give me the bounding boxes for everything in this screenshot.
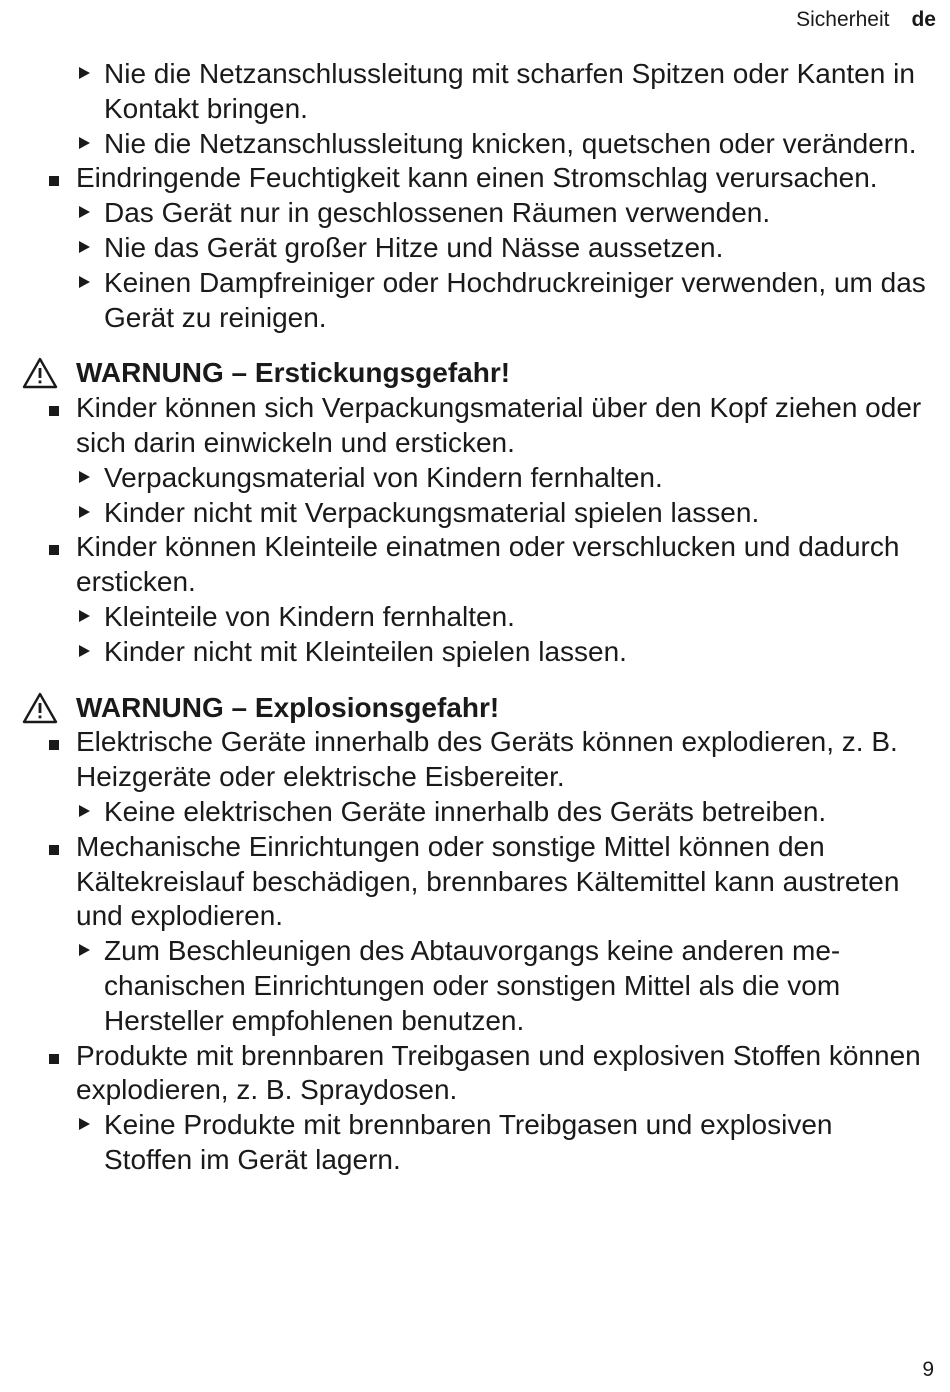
hazard-item: [22, 391, 927, 461]
instruction-text: Nie die Netzanschlussleitung knicken, quetschen oder verändern.: [104, 127, 917, 159]
safety-content: [22, 57, 927, 1178]
instruction-item: [22, 196, 927, 231]
triangle-arrow-icon: [79, 645, 90, 657]
page-header: [796, 8, 936, 32]
instruction-item: [22, 1108, 927, 1178]
instruction-text: Kinder nicht mit Kleinteilen spielen lassen.: [104, 635, 627, 667]
section-title: Sicherheit: [796, 8, 890, 31]
instruction-item: [22, 496, 927, 531]
hazard-item: [22, 830, 927, 934]
page-number: 9: [922, 1358, 934, 1381]
hazard-item: [22, 161, 927, 196]
square-bullet-icon: [49, 845, 59, 855]
hazard-text: Kinder können Kleinteile einatmen oder verschlucken und dadurch ersticken.: [76, 531, 900, 598]
hazard-item: [22, 530, 927, 600]
hazard-text: Elektrische Geräte innerhalb des Geräts können explodieren, z. B. Heizgeräte oder elektrische Eisbereiter.: [76, 726, 898, 793]
square-bullet-icon: [49, 545, 59, 555]
instruction-text: Keine Produkte mit brennbaren Treibgasen und explosiven Stoffen im Gerät lagern.: [104, 1109, 833, 1175]
instruction-item: [22, 266, 927, 336]
square-bullet-icon: [49, 1054, 59, 1064]
instruction-text: Keine elektrischen Geräte innerhalb des Geräts betreiben.: [104, 795, 827, 827]
hazard-text: Kinder können sich Verpackungsmaterial über den Kopf ziehen oder sich darin einwickeln und ersticken.: [76, 392, 922, 458]
hazard-text: Eindringende Feuchtigkeit kann einen Stromschlag verursachen.: [76, 162, 878, 194]
instruction-item: [22, 934, 927, 1038]
instruction-item: [22, 795, 927, 830]
warning-title: WARNUNG – Erstickungsgefahr!: [76, 357, 511, 389]
instruction-item: [22, 231, 927, 266]
instruction-text: Kleinteile von Kindern fernhalten.: [104, 600, 515, 632]
instruction-item: [22, 127, 927, 162]
triangle-arrow-icon: [79, 276, 90, 288]
triangle-arrow-icon: [79, 471, 90, 483]
hazard-item: [22, 1039, 927, 1109]
square-bullet-icon: [49, 740, 59, 750]
instruction-text: Das Gerät nur in geschlossenen Räumen verwenden.: [104, 197, 771, 229]
instruction-text: Nie das Gerät großer Hitze und Nässe aussetzen.: [104, 231, 724, 263]
instruction-text: Keinen Dampfreiniger oder Hochdruckreiniger verwenden, um das Gerät zu reinigen.: [104, 266, 926, 333]
instruction-item: [22, 600, 927, 635]
warning-heading-explosion: [22, 691, 927, 726]
square-bullet-icon: [49, 406, 59, 416]
triangle-arrow-icon: [79, 137, 90, 149]
triangle-arrow-icon: [79, 1118, 90, 1130]
warning-triangle-icon: [22, 692, 58, 724]
hazard-text: Produkte mit brennbaren Treibgasen und explosiven Stoffen können explodieren, z. B. Spraydosen.: [76, 1039, 921, 1106]
warning-triangle-icon: [22, 357, 58, 389]
triangle-arrow-icon: [79, 944, 90, 956]
language-code: de: [911, 8, 936, 31]
warning-title: WARNUNG – Explosionsgefahr!: [76, 691, 500, 723]
instruction-text: Verpackungsmaterial von Kindern fernhalten.: [104, 461, 663, 493]
triangle-arrow-icon: [79, 610, 90, 622]
warning-heading-suffocation: [22, 356, 927, 391]
hazard-text: Mechanische Einrichtungen oder sonstige Mittel können den Kältekreislauf beschädigen, brennbares Kältemittel kann austreten und explodieren.: [76, 830, 900, 932]
triangle-arrow-icon: [79, 506, 90, 518]
instruction-item: [22, 461, 927, 496]
triangle-arrow-icon: [79, 206, 90, 218]
triangle-arrow-icon: [79, 241, 90, 253]
instruction-text: Kinder nicht mit Verpackungsmaterial spielen lassen.: [104, 496, 760, 528]
square-bullet-icon: [49, 176, 59, 186]
triangle-arrow-icon: [79, 805, 90, 817]
hazard-item: [22, 725, 927, 795]
instruction-item: [22, 635, 927, 670]
instruction-text: Zum Beschleunigen des Abtauvorgangs keine anderen mechanischen Einrichtungen oder sonstigen Mittel als die vom Hersteller empfohlenen benutzen.: [104, 935, 841, 1036]
triangle-arrow-icon: [79, 67, 90, 79]
instruction-item: [22, 57, 927, 127]
instruction-text: Nie die Netzanschlussleitung mit scharfen Spitzen oder Kanten in Kontakt bringen.: [104, 58, 915, 124]
